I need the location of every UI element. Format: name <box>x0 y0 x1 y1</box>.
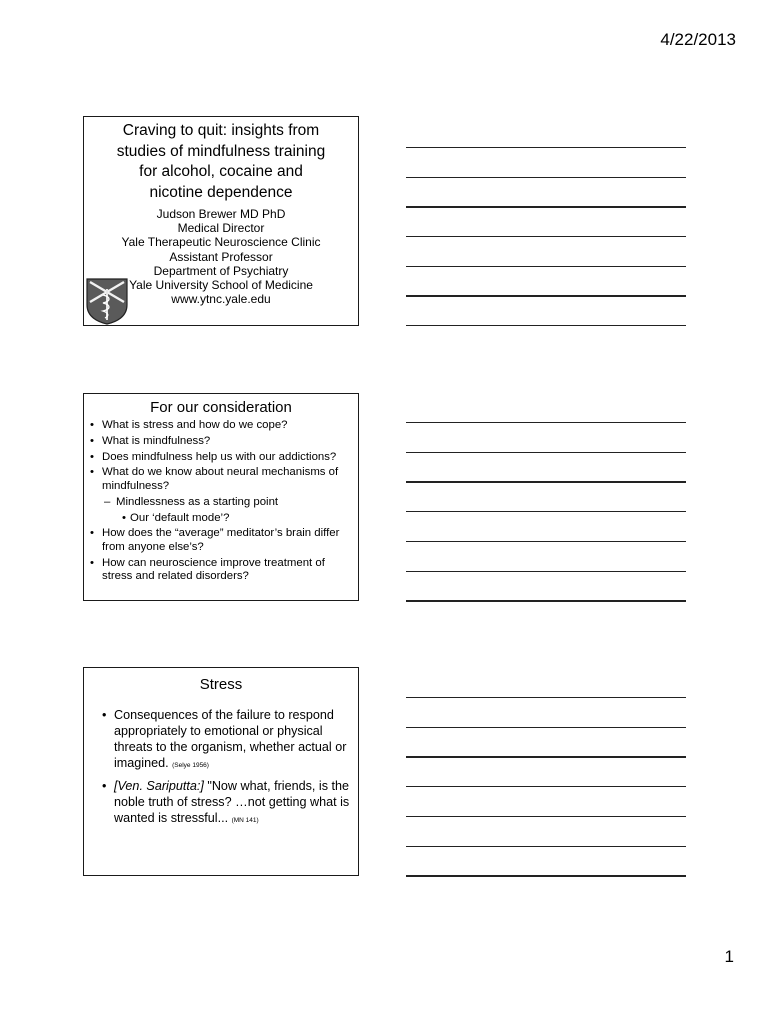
list-item-sub: – Mindlessness as a starting point <box>84 496 358 510</box>
list-item: • Does mindfulness help us with our addictions? <box>84 451 358 465</box>
bullet-list <box>84 707 358 829</box>
note-line <box>406 295 686 297</box>
bullet-list <box>84 419 358 584</box>
list-item: • What is mindfulness? <box>84 435 358 449</box>
list-item <box>84 778 358 829</box>
author-line: Medical Director <box>177 221 265 236</box>
author-line: Assistant Professor <box>169 249 273 264</box>
note-line <box>406 541 686 542</box>
note-line <box>406 481 686 483</box>
note-line <box>406 325 686 326</box>
note-line <box>406 600 686 602</box>
note-line <box>406 846 686 847</box>
note-line <box>406 266 686 267</box>
speaker-label: [Ven. Sariputta:] <box>114 779 204 793</box>
title-line: for alcohol, cocaine and <box>139 163 303 180</box>
note-line <box>406 236 686 237</box>
title-line: nicotine dependence <box>149 183 293 201</box>
slide-title <box>83 116 359 326</box>
title-line: Craving to quit: insights from <box>122 122 320 139</box>
bullet-text: Consequences of the failure to respond appropriately to emotional or physical threats to the organism, whether actual or imagined. <box>114 708 347 770</box>
list-item <box>84 707 358 774</box>
list-item: • What is stress and how do we cope? <box>84 419 358 433</box>
note-line <box>406 422 686 423</box>
author-line: www.ytnc.yale.edu <box>171 292 271 307</box>
list-item-subsub: • Our ‘default mode’? <box>84 512 358 526</box>
note-line <box>406 816 686 817</box>
title-line: studies of mindfulness training <box>116 142 326 160</box>
list-item: • How does the “average” meditator’s brain differ from anyone else’s? <box>84 527 358 554</box>
slide-stress <box>83 667 359 876</box>
author-line: Judson Brewer MD PhD <box>156 207 286 221</box>
note-line <box>406 875 686 877</box>
note-line <box>406 206 686 208</box>
note-line <box>406 786 686 787</box>
author-line: Yale University School of Medicine <box>129 278 313 293</box>
slide-1-title <box>84 117 358 203</box>
citation: (Selye 1956) <box>172 762 209 769</box>
page-number: 1 <box>724 947 734 966</box>
note-line <box>406 697 686 698</box>
note-line <box>406 727 686 728</box>
author-line: Department of Psychiatry <box>153 263 289 278</box>
note-line <box>406 452 686 453</box>
list-item: • How can neuroscience improve treatment of stress and related disorders? <box>84 557 358 584</box>
list-item: • What do we know about neural mechanisms of mindfulness? <box>84 466 358 493</box>
slide-2-title: For our consideration <box>150 399 292 416</box>
note-line <box>406 511 686 512</box>
note-line <box>406 147 686 148</box>
note-line <box>406 756 686 758</box>
author-line: Yale Therapeutic Neuroscience Clinic <box>121 235 321 250</box>
slide-consideration <box>83 393 359 601</box>
note-line <box>406 571 686 572</box>
page-date: 4/22/2013 <box>660 30 736 49</box>
note-line <box>406 177 686 178</box>
yale-crest-icon <box>86 277 128 325</box>
bullet-text: "Now what, friends, is the noble truth of stress? …not getting what is wanted is stressful... <box>114 779 350 825</box>
citation: (MN 141) <box>231 817 259 824</box>
slide-3-title: Stress <box>199 676 243 693</box>
